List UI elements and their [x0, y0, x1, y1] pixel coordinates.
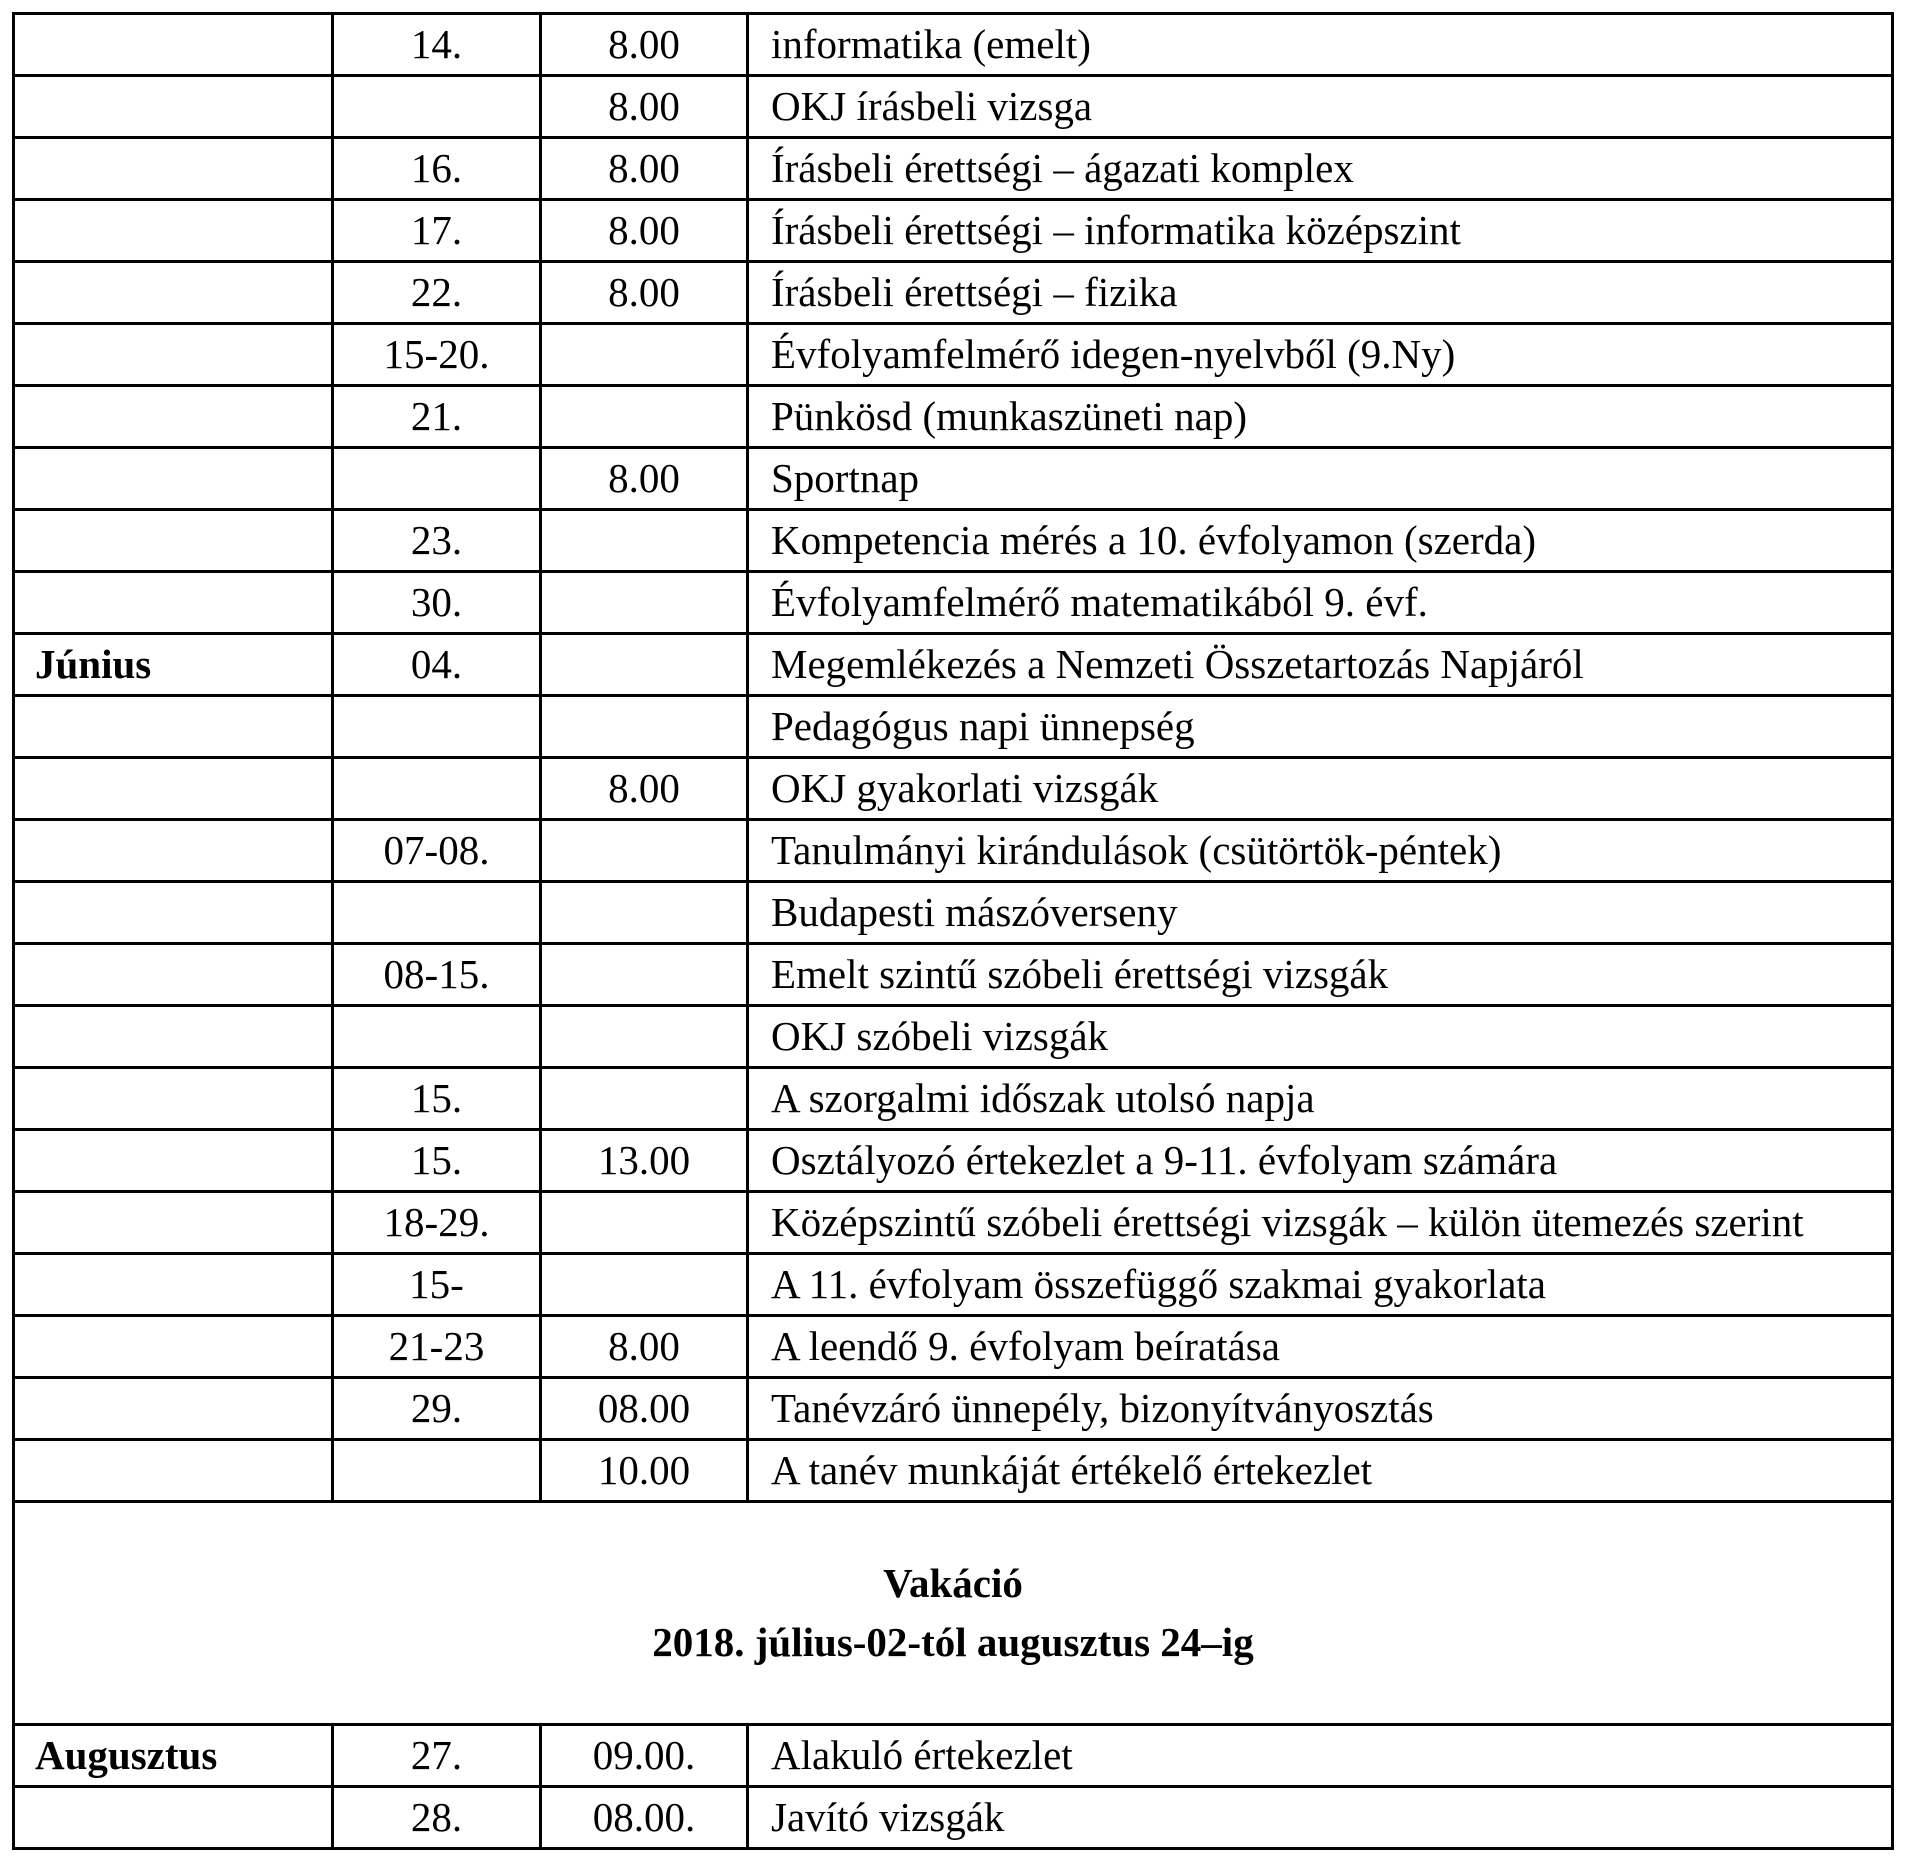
time-cell [541, 1254, 748, 1316]
event-cell: Osztályozó értekezlet a 9-11. évfolyam számára [748, 1130, 1893, 1192]
day-cell: 21-23 [333, 1316, 541, 1378]
table-row [14, 1130, 1893, 1192]
event-cell: Írásbeli érettségi – ágazati komplex [748, 138, 1893, 200]
month-cell [14, 324, 333, 386]
day-cell [333, 76, 541, 138]
day-cell: 30. [333, 572, 541, 634]
month-cell [14, 1130, 333, 1192]
day-cell: 27. [333, 1725, 541, 1787]
event-cell: Évfolyamfelmérő matematikából 9. évf. [748, 572, 1893, 634]
event-cell: Megemlékezés a Nemzeti Összetartozás Napjáról [748, 634, 1893, 696]
time-cell [541, 944, 748, 1006]
table-row [14, 758, 1893, 820]
time-cell: 13.00 [541, 1130, 748, 1192]
table-row [14, 200, 1893, 262]
time-cell [541, 386, 748, 448]
table-row [14, 882, 1893, 944]
event-cell: A szorgalmi időszak utolsó napja [748, 1068, 1893, 1130]
month-cell [14, 76, 333, 138]
table-row [14, 1068, 1893, 1130]
event-cell: OKJ szóbeli vizsgák [748, 1006, 1893, 1068]
time-cell [541, 1006, 748, 1068]
month-cell [14, 696, 333, 758]
event-cell: A leendő 9. évfolyam beíratása [748, 1316, 1893, 1378]
time-cell: 08.00. [541, 1787, 748, 1849]
table-row [14, 944, 1893, 1006]
event-cell: Pünkösd (munkaszüneti nap) [748, 386, 1893, 448]
time-cell: 09.00. [541, 1725, 748, 1787]
month-cell [14, 1254, 333, 1316]
time-cell [541, 820, 748, 882]
table-row [14, 1316, 1893, 1378]
vacation-row [14, 1502, 1893, 1725]
day-cell: 21. [333, 386, 541, 448]
day-cell: 15. [333, 1068, 541, 1130]
time-cell [541, 324, 748, 386]
month-cell [14, 758, 333, 820]
day-cell [333, 1006, 541, 1068]
day-cell [333, 448, 541, 510]
vacation-title: Vakáció [883, 1560, 1023, 1606]
day-cell [333, 1440, 541, 1502]
table-row [14, 1725, 1893, 1787]
month-cell [14, 882, 333, 944]
vacation-cell [14, 1502, 1893, 1725]
month-cell [14, 572, 333, 634]
school-calendar-table [12, 12, 1894, 1850]
day-cell: 15- [333, 1254, 541, 1316]
event-cell: Alakuló értekezlet [748, 1725, 1893, 1787]
month-cell [14, 1440, 333, 1502]
day-cell [333, 882, 541, 944]
table-row [14, 76, 1893, 138]
time-cell [541, 1068, 748, 1130]
day-cell: 23. [333, 510, 541, 572]
month-cell [14, 14, 333, 76]
table-row [14, 1787, 1893, 1849]
table-row [14, 324, 1893, 386]
time-cell: 8.00 [541, 262, 748, 324]
time-cell: 10.00 [541, 1440, 748, 1502]
vacation-range: 2018. július-02-tól augusztus 24–ig [652, 1619, 1254, 1665]
event-cell: Tanévzáró ünnepély, bizonyítványosztás [748, 1378, 1893, 1440]
month-cell [14, 200, 333, 262]
day-cell: 15-20. [333, 324, 541, 386]
table-row [14, 820, 1893, 882]
month-cell [14, 386, 333, 448]
time-cell [541, 696, 748, 758]
month-cell [14, 1192, 333, 1254]
day-cell: 28. [333, 1787, 541, 1849]
day-cell [333, 758, 541, 820]
day-cell [333, 696, 541, 758]
table-row [14, 386, 1893, 448]
event-cell: OKJ írásbeli vizsga [748, 76, 1893, 138]
month-cell: Június [14, 634, 333, 696]
month-cell [14, 262, 333, 324]
month-cell [14, 448, 333, 510]
month-cell [14, 1316, 333, 1378]
time-cell: 8.00 [541, 758, 748, 820]
table-row [14, 1254, 1893, 1316]
table-row [14, 138, 1893, 200]
time-cell: 08.00 [541, 1378, 748, 1440]
month-cell [14, 1378, 333, 1440]
event-cell: A tanév munkáját értékelő értekezlet [748, 1440, 1893, 1502]
event-cell: Sportnap [748, 448, 1893, 510]
day-cell: 18-29. [333, 1192, 541, 1254]
table-row [14, 14, 1893, 76]
event-cell: Javító vizsgák [748, 1787, 1893, 1849]
event-cell: Évfolyamfelmérő idegen-nyelvből (9.Ny) [748, 324, 1893, 386]
table-row [14, 262, 1893, 324]
time-cell [541, 572, 748, 634]
month-cell [14, 510, 333, 572]
month-cell [14, 138, 333, 200]
time-cell: 8.00 [541, 76, 748, 138]
event-cell: informatika (emelt) [748, 14, 1893, 76]
event-cell: A 11. évfolyam összefüggő szakmai gyakorlata [748, 1254, 1893, 1316]
event-cell: Emelt szintű szóbeli érettségi vizsgák [748, 944, 1893, 1006]
day-cell: 07-08. [333, 820, 541, 882]
table-row [14, 510, 1893, 572]
table-row [14, 1378, 1893, 1440]
calendar-body [14, 14, 1893, 1849]
month-cell [14, 944, 333, 1006]
table-row [14, 1006, 1893, 1068]
table-row [14, 1192, 1893, 1254]
event-cell: OKJ gyakorlati vizsgák [748, 758, 1893, 820]
event-cell: Írásbeli érettségi – fizika [748, 262, 1893, 324]
table-row [14, 696, 1893, 758]
event-cell: Kompetencia mérés a 10. évfolyamon (szerda) [748, 510, 1893, 572]
event-cell: Pedagógus napi ünnepség [748, 696, 1893, 758]
day-cell: 08-15. [333, 944, 541, 1006]
table-row [14, 448, 1893, 510]
event-cell: Budapesti mászóverseny [748, 882, 1893, 944]
month-cell [14, 820, 333, 882]
month-cell [14, 1068, 333, 1130]
event-cell: Középszintű szóbeli érettségi vizsgák – külön ütemezés szerint [748, 1192, 1893, 1254]
day-cell: 29. [333, 1378, 541, 1440]
time-cell: 8.00 [541, 200, 748, 262]
day-cell: 14. [333, 14, 541, 76]
day-cell: 15. [333, 1130, 541, 1192]
time-cell: 8.00 [541, 138, 748, 200]
time-cell: 8.00 [541, 448, 748, 510]
month-cell [14, 1006, 333, 1068]
day-cell: 04. [333, 634, 541, 696]
time-cell: 8.00 [541, 1316, 748, 1378]
time-cell: 8.00 [541, 14, 748, 76]
day-cell: 16. [333, 138, 541, 200]
day-cell: 17. [333, 200, 541, 262]
event-cell: Írásbeli érettségi – informatika középszint [748, 200, 1893, 262]
month-cell: Augusztus [14, 1725, 333, 1787]
table-row [14, 634, 1893, 696]
time-cell [541, 1192, 748, 1254]
time-cell [541, 634, 748, 696]
time-cell [541, 882, 748, 944]
event-cell: Tanulmányi kirándulások (csütörtök-péntek) [748, 820, 1893, 882]
month-cell [14, 1787, 333, 1849]
table-row [14, 572, 1893, 634]
table-row [14, 1440, 1893, 1502]
time-cell [541, 510, 748, 572]
day-cell: 22. [333, 262, 541, 324]
